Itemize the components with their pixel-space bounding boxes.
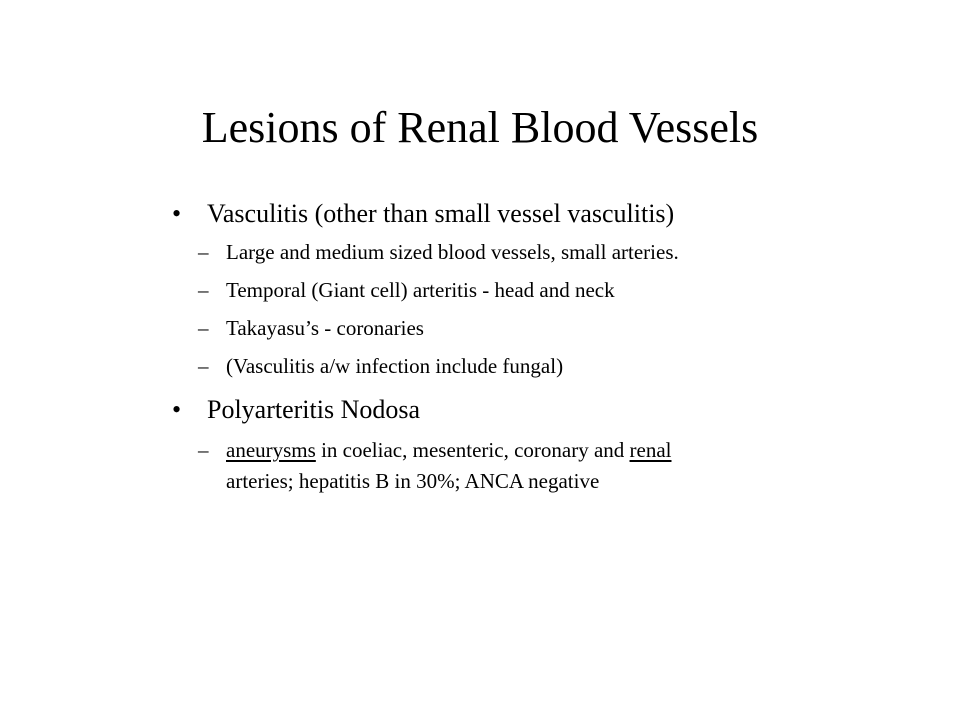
subitem-text-line2: arteries; hepatitis B in 30%; ANCA negative [226,469,600,493]
sub-dash: – [198,354,209,378]
subitem-text-line1 [226,437,672,463]
bullet-dot: • [172,395,182,424]
bullet-text: Polyarteritis Nodosa [207,395,421,424]
sub-dash: – [198,438,209,462]
bullet-dot: • [172,199,182,228]
slide-title: Lesions of Renal Blood Vessels [201,103,759,152]
subitem-text: Takayasu’s - coronaries [226,316,424,340]
subitem-text: (Vasculitis a/w infection include fungal) [226,354,564,378]
underlined-aneurysms: aneurysms [226,438,316,462]
subitem-text: Large and medium sized blood vessels, small arteries. [226,240,679,264]
bullet-text: Vasculitis (other than small vessel vasculitis) [207,199,675,228]
subitem-text-middle: in coeliac, mesenteric, coronary and [315,438,630,462]
sub-dash: – [198,240,209,264]
subitem-text: Temporal (Giant cell) arteritis - head and neck [226,278,615,302]
sub-dash: – [198,278,209,302]
sub-dash: – [198,316,209,340]
underlined-renal: renal [629,438,672,462]
